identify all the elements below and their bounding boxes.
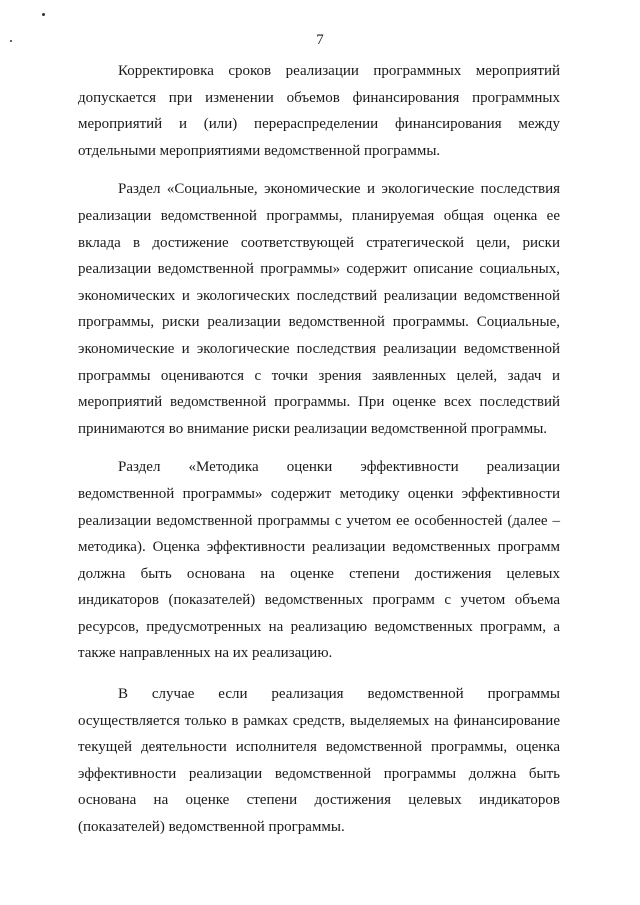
body-text [78,58,560,853]
paragraph-consequences-section: Раздел «Социальные, экономические и экологические последствия реализации ведомственной программы, планируемая общая оценка ее вклада в достижение соответствующей стратегической цели, риски реализации ведомственной программы» содержит описание социальных, экономических и экологических последствий реализации ведомственной программы, риски реализации ведомственной программы. Социальные, экономические и экологические последствия реализации ведомственной программы оцениваются с точки зрения заявленных целей, задач и мероприятий ведомственной программы. При оценке всех последствий принимаются во внимание риски реализации ведомственной программы. [78,181,560,437]
paragraph-methodology-section: Раздел «Методика оценки эффективности реализации ведомственной программы» содержит методику оценки эффективности реализации ведомственной программы с учетом ее особенностей (далее – методика). Оценка эффективности реализации ведомственных программ должна быть основана на оценке степени достижения целевых индикаторов (показателей) ведомственных программ с учетом объема ресурсов, предусмотренных на реализацию ведомственных программ, а также направленных на их реализацию. [78,459,560,662]
paragraph-current-activity-funding: В случае если реализация ведомственной программы осуществляется только в рамках средств, выделяемых на финансирование текущей деятельности исполнителя ведомственной программы, оценка эффективности реализации ведомственной программы должна быть основана на оценке степени достижения целевых индикаторов (показателей) ведомственной программы. [78,686,560,836]
page-number: 7 [316,32,324,48]
scan-speck [42,13,45,16]
paragraph-deadline-adjustment: Корректировка сроков реализации программных мероприятий допускается при изменении объемов финансирования программных мероприятий и (или) перераспределении финансирования между отдельными мероприятиями ведомственной программы. [78,63,560,159]
